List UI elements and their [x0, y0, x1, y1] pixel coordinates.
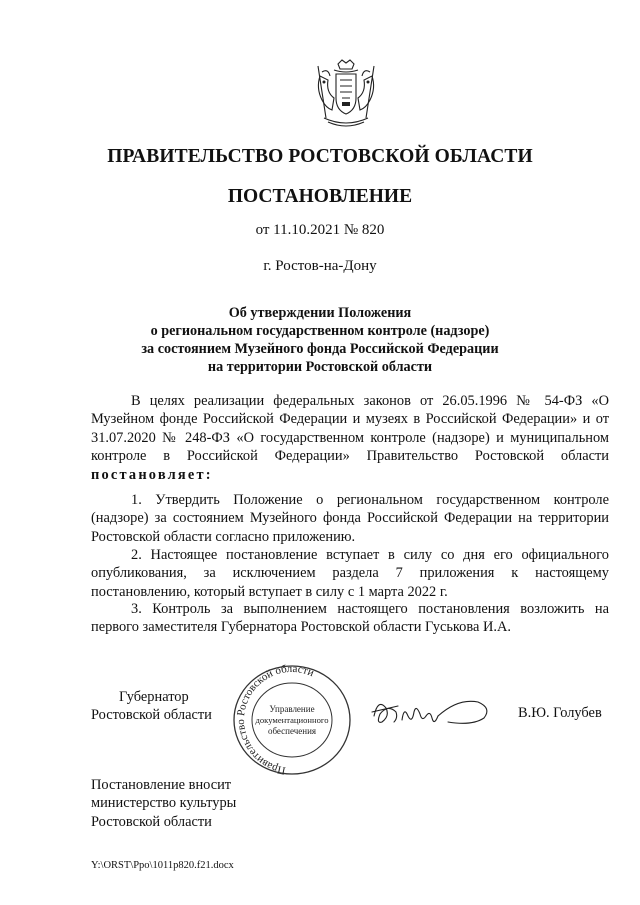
submitter-line: Ростовской области: [91, 813, 212, 830]
preamble-paragraph: [91, 392, 609, 484]
title-line: за состоянием Музейного фонда Российской Федерации: [141, 341, 499, 357]
submitter-block: [91, 776, 236, 831]
city: г. Ростов-на-Дону: [263, 258, 377, 274]
coat-of-arms-icon: [312, 58, 380, 130]
title-line: на территории Ростовской области: [207, 359, 433, 375]
position-line: Ростовской области: [91, 707, 212, 724]
stamp-center-line: документационного: [255, 715, 329, 725]
submitter-line: министерство культуры: [91, 795, 237, 812]
file-path: Y:\ORST\Ppo\1011p820.f21.docx: [91, 860, 234, 871]
item-text: 2. Настоящее постановление вступает в силу со дня его официального опубликования, за исключением раздела 7 приложения к настоящему постановлению, который вступает в силу с 1 марта 2022 г.: [91, 547, 609, 600]
stamp-ring-textpath: Правительство Ростовской области: [234, 662, 316, 777]
document-type: ПОСТАНОВЛЕНИЕ: [227, 186, 413, 207]
item-text: 1. Утвердить Положение о региональном государственном контроле (надзоре) за состоянием Музейного фонда Российской Федерации на территории Ростовской области согласно приложению.: [91, 492, 609, 545]
item-paragraph: [91, 546, 609, 601]
title-line: о региональном государственном контроле (надзоре): [150, 323, 490, 339]
document-title: [0, 304, 640, 376]
title-line: Об утверждении Положения: [228, 305, 412, 321]
signatory-position: [91, 688, 212, 725]
official-stamp: [227, 662, 357, 780]
stamp-center-line: Управление: [269, 704, 315, 714]
item-text: 3. Контроль за выполнением настоящего постановления возложить на первого заместителя Губернатора Ростовской области Гуськова И.А.: [91, 601, 609, 636]
submitter-line: Постановление вносит: [91, 777, 232, 793]
date-and-number: от 11.10.2021 № 820: [255, 222, 385, 238]
handwritten-signature: [368, 686, 494, 736]
organization-name: ПРАВИТЕЛЬСТВО РОСТОВСКОЙ ОБЛАСТИ: [107, 146, 533, 167]
item-paragraph: [91, 491, 609, 546]
position-line: Губернатор: [119, 689, 189, 705]
stamp-center-line: обеспечения: [267, 726, 317, 736]
decree-word: постановляет:: [91, 466, 213, 483]
signatory-name: В.Ю. Голубев: [518, 705, 602, 721]
preamble-text: В целях реализации федеральных законов от 26.05.1996 № 54-ФЗ «О Музейном фонде Российской Федерации и музеях в Российской Федерации» и от 31.07.2020 № 248-ФЗ «О государственном контроле (надзоре) и муниципальном контроле в Российской Федерации» Правительство Ростовской области: [91, 393, 609, 465]
item-paragraph: [91, 600, 609, 637]
